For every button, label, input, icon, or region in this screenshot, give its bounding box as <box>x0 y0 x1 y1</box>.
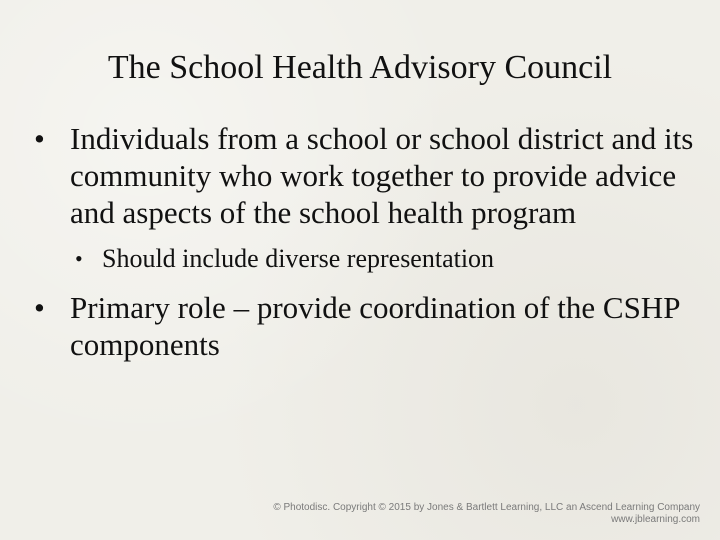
sub-bullet-marker-1: • <box>75 246 83 271</box>
bullet-marker-1: • <box>34 121 45 156</box>
sub-bullet-text-1: Should include diverse representation <box>102 244 495 273</box>
sub-bullet-item-1 <box>28 243 698 275</box>
bullet-item-2 <box>28 289 698 363</box>
copyright-footer <box>273 502 700 526</box>
bullet-text-2: Primary role – provide coordination of the CSHP components <box>70 290 680 362</box>
bullet-item-1 <box>28 120 698 231</box>
publisher-url: www.jblearning.com <box>611 514 700 525</box>
bullet-marker-2: • <box>34 290 45 325</box>
bullet-list <box>28 120 698 363</box>
bullet-text-1: Individuals from a school or school district and its community who work together to provide advice and aspects of the school health program <box>70 121 694 230</box>
slide-title: The School Health Advisory Council <box>107 49 613 86</box>
copyright-line: © Photodisc. Copyright © 2015 by Jones & Bartlett Learning, LLC an Ascend Learning Company <box>273 502 700 513</box>
